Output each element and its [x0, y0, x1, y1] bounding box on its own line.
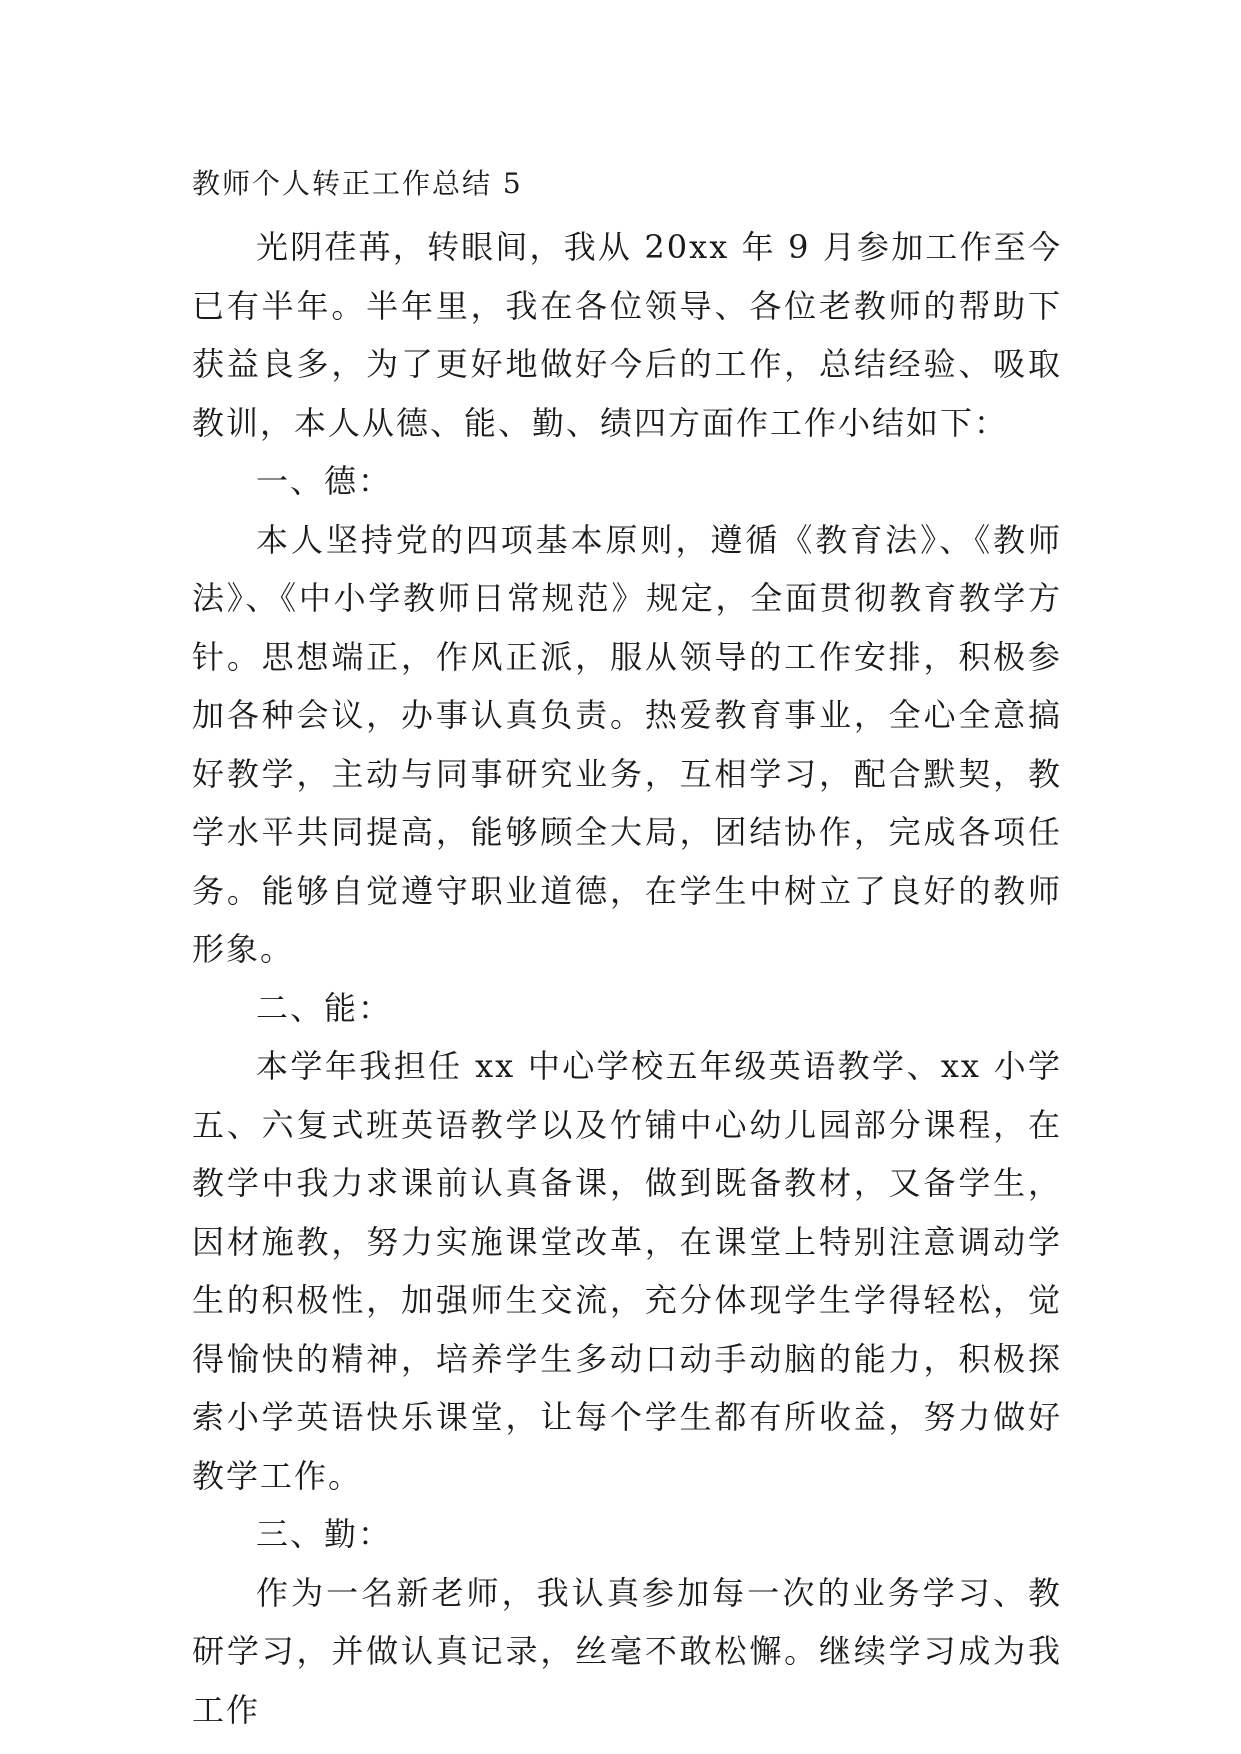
- section-heading-neng: 二、能：: [256, 988, 393, 1027]
- section-heading-qin: 三、勤：: [256, 1515, 393, 1553]
- section-heading-de: 一、德：: [256, 462, 393, 500]
- section-body-de: 本人坚持党的四项基本原则，遵循《教育法》、《教师法》、《中小学教师日常规范》规定，全面贯彻教育教学方针。思想端正，作风正派，服从领导的工作安排，积极参加各种会议，办事认真负责。热爱教育事业，全心全意搞好教学，主动与同事研究业务，互相学习，配合默契，教学水平共同提高，能够顾全大局，团结协作，完成各项任务。能够自觉遵守职业道德，在学生中树立了良好的教师形象。: [192, 520, 1062, 968]
- document-body: [192, 160, 1062, 1739]
- intro-paragraph: 光阴荏苒，转眼间，我从 20xx 年 9 月参加工作至今已有半年。半年里，我在各位领导、各位老教师的帮助下获益良多，为了更好地做好今后的工作，总结经验、吸取教训，本人从德、能、勤、绩四方面作工作小结如下：: [192, 228, 1062, 442]
- section-body-neng: 本学年我担任 xx 中心学校五年级英语教学、xx 小学五、六复式班英语教学以及竹铺中心幼儿园部分课程，在教学中我力求课前认真备课，做到既备教材，又备学生，因材施教，努力实施课堂改革，在课堂上特别注意调动学生的积极性，加强师生交流，充分体现学生学得轻松，觉得愉快的精神，培养学生多动口动手动脑的能力，积极探索小学英语快乐课堂，让每个学生都有所收益，努力做好教学工作。: [192, 1047, 1062, 1495]
- document-title: 教师个人转正工作总结 5: [192, 167, 523, 200]
- section-body-qin: 作为一名新老师，我认真参加每一次的业务学习、教研学习，并做认真记录，丝毫不敢松懈。继续学习成为我工作: [192, 1573, 1062, 1729]
